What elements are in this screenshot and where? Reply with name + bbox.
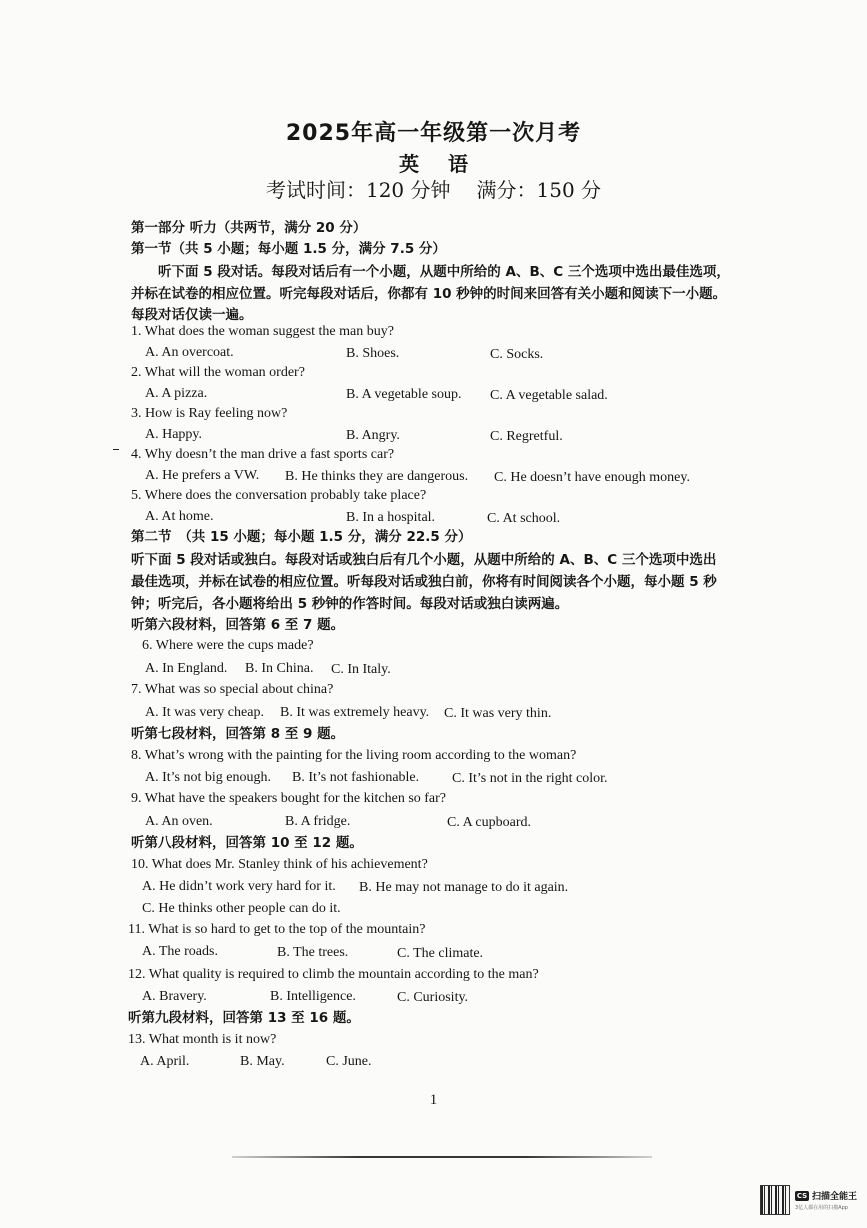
question-stem: 9. What have the speakers bought for the kitchen so far?	[131, 791, 447, 806]
option-c: C. It was very thin.	[444, 706, 552, 721]
option-b: B. May.	[240, 1054, 285, 1069]
stray-mark	[113, 449, 119, 450]
option-c: C. In Italy.	[331, 662, 391, 677]
option-c: C. Curiosity.	[397, 990, 469, 1005]
section1-instruction-line: 听下面 5 段对话。每段对话后有一个小题，从题中所给的 A、B、C 三个选项中选出最佳选项，	[158, 264, 730, 280]
material-note: 听第九段材料，回答第 13 至 16 题。	[128, 1010, 360, 1026]
option-b: B. Intelligence.	[270, 989, 356, 1004]
option-c: C. At school.	[487, 511, 561, 526]
option-c: C. Socks.	[490, 347, 544, 362]
option-c: C. He thinks other people can do it.	[142, 901, 341, 916]
section2-instruction-line: 听下面 5 段对话或独白。每段对话或独白后有几个小题，从题中所给的 A、B、C 三个选项中选出	[131, 552, 717, 568]
exam-info	[0, 174, 867, 203]
option-b: B. It was extremely heavy.	[280, 705, 430, 720]
scanner-watermark	[760, 1184, 860, 1216]
camscanner-logo-icon: CS	[796, 1191, 808, 1200]
question-stem: 11. What is so hard to get to the top of the mountain?	[128, 922, 426, 937]
option-b: B. A fridge.	[285, 814, 351, 829]
option-a: A. An overcoat.	[145, 345, 234, 360]
section2-instruction-line: 钟；听完后，各小题将给出 5 秒钟的作答时间。每段对话或独白读两遍。	[131, 596, 569, 612]
option-b: B. He thinks they are dangerous.	[285, 469, 469, 484]
option-a: A. Bravery.	[142, 989, 207, 1004]
page-divider	[232, 1156, 652, 1158]
option-a: A. He prefers a VW.	[145, 468, 260, 483]
section1-instruction-line: 并标在试卷的相应位置。听完每段对话后，你都有 10 秒钟的时间来回答有关小题和阅读下一小题。	[131, 286, 727, 302]
option-a: A. An oven.	[145, 814, 213, 829]
section1-instruction-line: 每段对话仅读一遍。	[131, 307, 253, 323]
question-stem: 1. What does the woman suggest the man buy?	[131, 324, 394, 339]
subject-title: 英 语	[399, 152, 468, 176]
part1-heading: 第一部分 听力（共两节，满分 20 分）	[131, 220, 367, 236]
option-a: A. At home.	[145, 509, 214, 524]
page-number: 1	[429, 1092, 438, 1108]
option-a: A. It was very cheap.	[145, 705, 264, 720]
option-c: C. A cupboard.	[447, 815, 531, 830]
question-stem: 10. What does Mr. Stanley think of his achievement?	[131, 857, 428, 872]
question-stem: 12. What quality is required to climb the mountain according to the man?	[128, 967, 539, 982]
option-b: B. Shoes.	[346, 346, 400, 361]
option-a: A. He didn’t work very hard for it.	[142, 879, 336, 894]
material-note: 听第七段材料，回答第 8 至 9 题。	[131, 726, 345, 742]
question-stem: 6. Where were the cups made?	[142, 638, 314, 653]
option-b: B. He may not manage to do it again.	[359, 880, 569, 895]
exam-time: 考试时间：120 分钟	[265, 178, 451, 202]
section2-heading: 第二节 （共 15 小题；每小题 1.5 分，满分 22.5 分）	[131, 529, 472, 545]
scanner-tagline: 3亿人都在用的扫描App	[795, 1205, 848, 1211]
option-c: C. He doesn’t have enough money.	[494, 470, 690, 485]
material-note: 听第六段材料，回答第 6 至 7 题。	[131, 617, 345, 633]
option-a: A. In England.	[145, 661, 228, 676]
question-stem: 5. Where does the conversation probably take place?	[131, 488, 427, 503]
question-stem: 13. What month is it now?	[128, 1032, 277, 1047]
full-score: 满分：150 分	[476, 178, 602, 202]
option-a: A. A pizza.	[145, 386, 208, 401]
option-b: B. The trees.	[277, 945, 349, 960]
option-c: C. Regretful.	[490, 429, 563, 444]
qr-code-icon	[760, 1185, 790, 1215]
section1-heading: 第一节（共 5 小题；每小题 1.5 分，满分 7.5 分）	[131, 241, 446, 257]
question-stem: 2. What will the woman order?	[131, 365, 305, 380]
question-stem: 3. How is Ray feeling now?	[131, 406, 288, 421]
scanner-app-name: 扫描全能王	[812, 1192, 858, 1202]
option-c: C. It’s not in the right color.	[452, 771, 608, 786]
option-a: A. The roads.	[142, 944, 218, 959]
option-c: C. A vegetable salad.	[490, 388, 608, 403]
section2-instruction-line: 最佳选项，并标在试卷的相应位置。听每段对话或独白前，你将有时间阅读各个小题，每小题 5 秒	[131, 574, 717, 590]
option-b: B. In a hospital.	[346, 510, 436, 525]
material-note: 听第八段材料，回答第 10 至 12 题。	[131, 835, 363, 851]
option-b: B. A vegetable soup.	[346, 387, 462, 402]
question-stem: 8. What’s wrong with the painting for the living room according to the woman?	[131, 748, 577, 763]
question-stem: 7. What was so special about china?	[131, 682, 334, 697]
question-stem: 4. Why doesn’t the man drive a fast sports car?	[131, 447, 395, 462]
option-c: C. June.	[326, 1054, 372, 1069]
option-b: B. In China.	[245, 661, 314, 676]
exam-title: 2025年高一年级第一次月考	[285, 121, 582, 146]
option-a: A. It’s not big enough.	[145, 770, 271, 785]
option-b: B. It’s not fashionable.	[292, 770, 420, 785]
option-c: C. The climate.	[397, 946, 484, 961]
option-a: A. Happy.	[145, 427, 203, 442]
option-a: A. April.	[140, 1054, 190, 1069]
option-b: B. Angry.	[346, 428, 400, 443]
